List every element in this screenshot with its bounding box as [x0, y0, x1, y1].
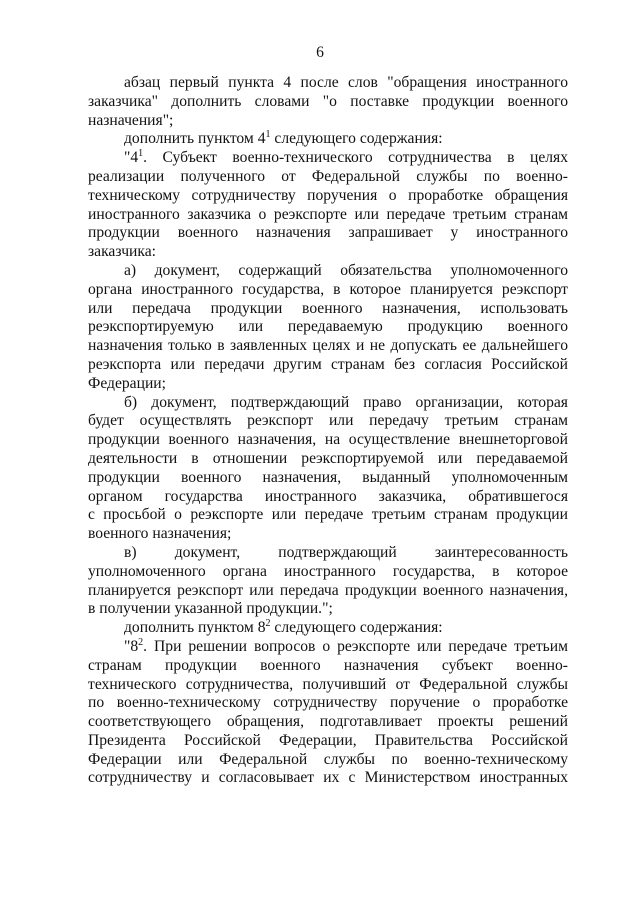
- line-text: соответствующего обращения, подготавливает проекты решений: [88, 713, 568, 731]
- text-line: [88, 431, 568, 450]
- text-line: [88, 676, 568, 695]
- text-line: [88, 243, 568, 262]
- superscript: 2: [138, 636, 144, 648]
- text-line: [88, 356, 568, 375]
- text-line: [88, 488, 568, 507]
- line-text: органом государства иностранного заказчика, обратившегося: [88, 487, 568, 505]
- text-line: [88, 732, 568, 751]
- line-text-post: . При решении вопросов о реэкспорте или передаче третьим: [143, 637, 568, 655]
- line-text-post: . Субъект военно-технического сотрудничества в целях: [143, 149, 568, 167]
- line-text-pre: "8: [124, 637, 139, 655]
- text-line: [88, 375, 568, 394]
- text-line: [88, 224, 568, 243]
- line-text: назначения";: [88, 111, 174, 129]
- superscript: 2: [265, 618, 271, 630]
- text-line: [88, 506, 568, 525]
- text-line: [88, 751, 568, 770]
- text-line: [88, 130, 568, 149]
- text-line: [88, 394, 568, 413]
- line-text: иностранного заказчика о реэкспорте или передаче третьим странам: [88, 205, 568, 223]
- text-line: [88, 563, 568, 582]
- text-line: [88, 149, 568, 168]
- text-line: [88, 619, 568, 638]
- text-line: [88, 74, 568, 93]
- text-line: [88, 412, 568, 431]
- line-text: органа иностранного государства, в которое планируется реэкспорт: [88, 280, 568, 298]
- line-text: заказчика:: [88, 243, 156, 261]
- text-line: [88, 469, 568, 488]
- line-text: Федерации;: [88, 374, 166, 392]
- line-text: продукции военного назначения, на осуществление внешнеторговой: [88, 431, 568, 449]
- line-text-post: следующего содержания:: [270, 619, 443, 637]
- text-line: [88, 600, 568, 619]
- text-line: [88, 694, 568, 713]
- line-text: Президента Российской Федерации, Правительства Российской: [88, 731, 568, 749]
- line-text: в получении указанной продукции.";: [88, 600, 333, 618]
- line-text: военного назначения;: [88, 525, 232, 543]
- text-line: [88, 300, 568, 319]
- line-text: сотрудничеству и согласовывает их с Министерством иностранных: [88, 769, 568, 787]
- text-line: [88, 769, 568, 788]
- superscript: 1: [138, 148, 144, 160]
- line-text-pre: дополнить пунктом 8: [124, 619, 266, 637]
- document-body: [88, 74, 568, 788]
- line-text: деятельности в отношении реэкспортируемой или передаваемой: [88, 449, 568, 467]
- line-text: назначения только в заявленных целях и не допускать ее дальнейшего: [88, 337, 568, 355]
- line-text-pre: "4: [124, 149, 139, 167]
- text-line: [88, 112, 568, 131]
- line-text: планируется реэкспорт или передача продукции военного назначения,: [88, 581, 568, 599]
- line-text: реэкспорта или передачи другим странам без согласия Российской: [88, 355, 568, 373]
- line-text: уполномоченного органа иностранного государства, в которое: [88, 562, 568, 580]
- text-line: [88, 93, 568, 112]
- line-text: реализации полученного от Федеральной службы по военно-: [88, 167, 568, 185]
- line-text: а) документ, содержащий обязательства уполномоченного: [124, 261, 568, 279]
- text-line: [88, 544, 568, 563]
- text-line: [88, 281, 568, 300]
- text-line: [88, 262, 568, 281]
- page-number: 6: [316, 44, 324, 61]
- line-text: или передача продукции военного назначения, использовать: [88, 299, 568, 317]
- line-text-post: следующего содержания:: [270, 130, 443, 148]
- line-text: будет осуществлять реэкспорт или передачу третьим странам: [88, 412, 568, 430]
- text-line: [88, 713, 568, 732]
- line-text: по военно-техническому сотрудничеству поручение о проработке: [88, 694, 568, 712]
- superscript: 1: [265, 129, 271, 141]
- line-text: продукции военного назначения запрашивает у иностранного: [88, 224, 568, 242]
- text-line: [88, 187, 568, 206]
- line-text: с просьбой о реэкспорте или передаче третьим странам продукции: [88, 506, 568, 524]
- line-text: б) документ, подтверждающий право организации, которая: [124, 393, 568, 411]
- text-line: [88, 582, 568, 601]
- text-line: [88, 657, 568, 676]
- text-line: [88, 206, 568, 225]
- text-line: [88, 337, 568, 356]
- text-line: [88, 318, 568, 337]
- line-text: технического сотрудничества, получивший от Федеральной службы: [88, 675, 568, 693]
- text-line: [88, 638, 568, 657]
- line-text: заказчика" дополнить словами "о поставке продукции военного: [88, 92, 568, 110]
- line-text: абзац первый пункта 4 после слов "обращения иностранного: [124, 74, 568, 91]
- text-line: [88, 525, 568, 544]
- line-text: Федерации или Федеральной службы по военно-техническому: [88, 750, 568, 768]
- line-text: странам продукции военного назначения субъект военно-: [88, 656, 568, 674]
- line-text: продукции военного назначения, выданный уполномоченным: [88, 468, 568, 486]
- text-line: [88, 450, 568, 469]
- line-text: техническому сотрудничеству поручения о проработке обращения: [88, 186, 568, 204]
- line-text: в) документ, подтверждающий заинтересованность: [124, 543, 568, 561]
- text-line: [88, 168, 568, 187]
- line-text: реэкспортируемую или передаваемую продукцию военного: [88, 318, 568, 336]
- line-text-pre: дополнить пунктом 4: [124, 130, 266, 148]
